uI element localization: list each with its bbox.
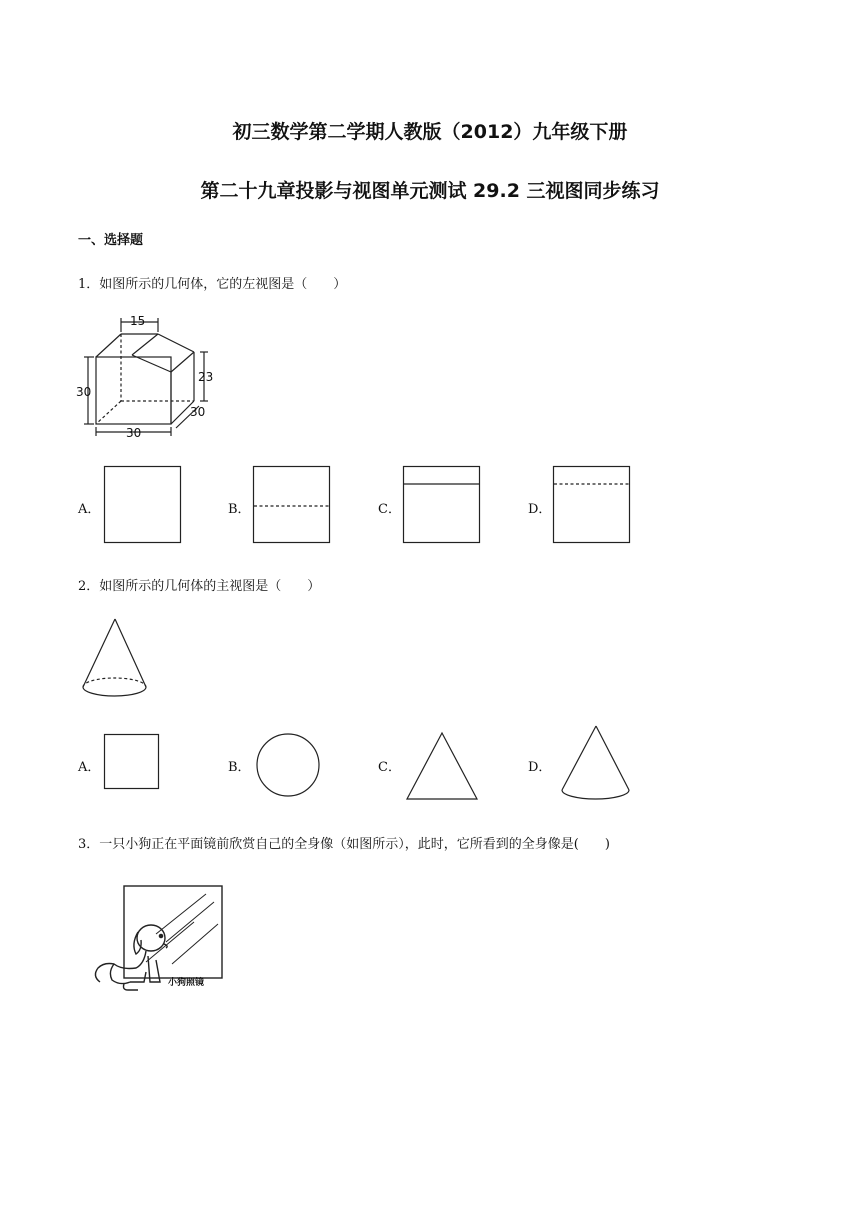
dim-label-30-depth: 30 xyxy=(190,405,206,419)
q1-option-d-figure[interactable] xyxy=(553,466,631,543)
q2-option-b-label[interactable]: B． xyxy=(228,760,251,775)
q1-option-c-label[interactable]: C． xyxy=(378,502,401,517)
dim-label-15: 15 xyxy=(130,314,146,328)
dim-label-30-bottom: 30 xyxy=(126,426,142,440)
q2-option-a-label[interactable]: A． xyxy=(78,760,101,775)
question-3-figure xyxy=(86,884,226,996)
q1-option-c-figure[interactable] xyxy=(403,466,481,543)
q1-option-d-label[interactable]: D． xyxy=(528,502,552,517)
dim-label-23: 23 xyxy=(198,370,214,384)
question-1-text: 1．如图所示的几何体，它的左视图是（ ） xyxy=(78,277,347,292)
q1-option-b-label[interactable]: B． xyxy=(228,502,251,517)
q2-option-d-label[interactable]: D． xyxy=(528,760,552,775)
page-subtitle: 第二十九章投影与视图单元测试 29.2 三视图同步练习 xyxy=(200,180,660,202)
question-2-text: 2．如图所示的几何体的主视图是（ ） xyxy=(78,579,321,594)
section-heading: 一、选择题 xyxy=(78,233,144,248)
q1-option-b-figure[interactable] xyxy=(253,466,331,543)
q2-option-a-figure[interactable] xyxy=(104,734,160,790)
q1-option-a-figure[interactable] xyxy=(104,466,182,543)
page-title: 初三数学第二学期人教版（2012）九年级下册 xyxy=(232,121,628,143)
dim-label-30-left: 30 xyxy=(76,385,92,399)
question-1-figure xyxy=(76,312,216,442)
figure-caption: 小狗照镜 xyxy=(168,978,205,988)
q2-option-c-label[interactable]: C． xyxy=(378,760,401,775)
question-2-figure xyxy=(80,617,150,699)
question-3-text: 3．一只小狗正在平面镜前欣赏自己的全身像（如图所示），此时，它所看到的全身像是( ) xyxy=(78,837,610,852)
q1-option-a-label[interactable]: A． xyxy=(78,502,101,517)
q2-option-d-figure[interactable] xyxy=(560,724,632,802)
q2-option-b-figure[interactable] xyxy=(256,733,320,797)
q2-option-c-figure[interactable] xyxy=(406,732,478,800)
